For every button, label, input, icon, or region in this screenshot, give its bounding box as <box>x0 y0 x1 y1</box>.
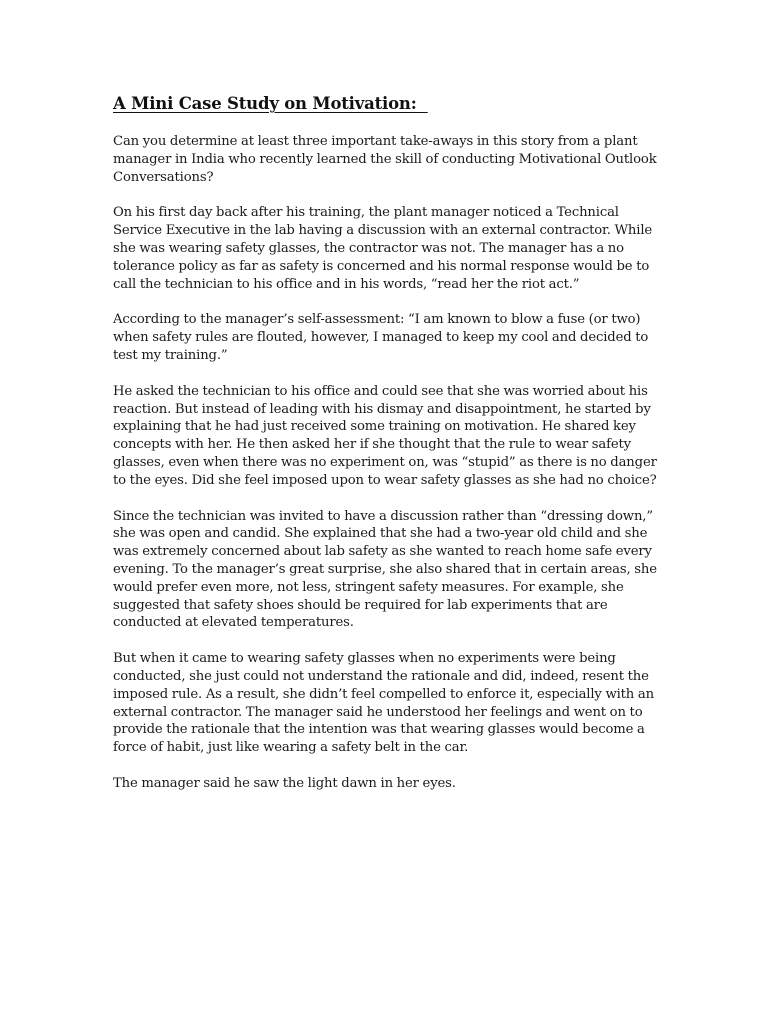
paragraph-technician-response: Since the technician was invited to have a discussion rather than “dressing down,” she was open and candid. She explained that she had a two-year old child and she was extremely concerned about lab safety as she wanted to reach home safe every evening. To the manager’s great surprise, she also shared that in certain areas, she would prefer even more, not less, stringent safety measures. For example, she suggested that safety shoes should be required for lab experiments that are conducted at elevated temperatures. <box>113 508 657 631</box>
document-body <box>113 93 658 811</box>
document-title: A Mini Case Study on Motivation: <box>113 94 428 113</box>
paragraph-conversation: He asked the technician to his office and could see that she was worried about his reaction. But instead of leading with his dismay and disappointment, he started by explaining that he had just received some training on motivation. He shared key concepts with her. He then asked her if she thought that the rule to wear safety glasses, even when there was no experiment on, was “stupid” as there is no danger to the eyes. Did she feel imposed upon to wear safety glasses as she had no choice? <box>113 383 657 488</box>
paragraph-first-day: On his first day back after his training, the plant manager noticed a Technical Service Executive in the lab having a discussion with an external contractor. While she was wearing safety glasses, the contractor was not. The manager has a no tolerance policy as far as safety is concerned and his normal response would be to call the technician to his office and in his words, “read her the riot act.” <box>113 205 653 292</box>
paragraph-conclusion: The manager said he saw the light dawn in her eyes. <box>113 775 456 791</box>
paragraph-intro-question: Can you determine at least three important take-aways in this story from a plant manager in India who recently learned the skill of conducting Motivational Outlook Conversations? <box>113 134 657 185</box>
paragraph-safety-glasses-rationale: But when it came to wearing safety glasses when no experiments were being conducted, she just could not understand the rationale and did, indeed, resent the imposed rule. As a result, she didn’t feel compelled to enforce it, especially with an external contractor. The manager said he understood her feelings and went on to provide the rationale that the intention was that wearing glasses would become a force of habit, just like wearing a safety belt in the car. <box>113 651 654 756</box>
paragraph-self-assessment: According to the manager’s self-assessment: “I am known to blow a fuse (or two) when safety rules are flouted, however, I managed to keep my cool and decided to test my training.” <box>113 312 649 363</box>
